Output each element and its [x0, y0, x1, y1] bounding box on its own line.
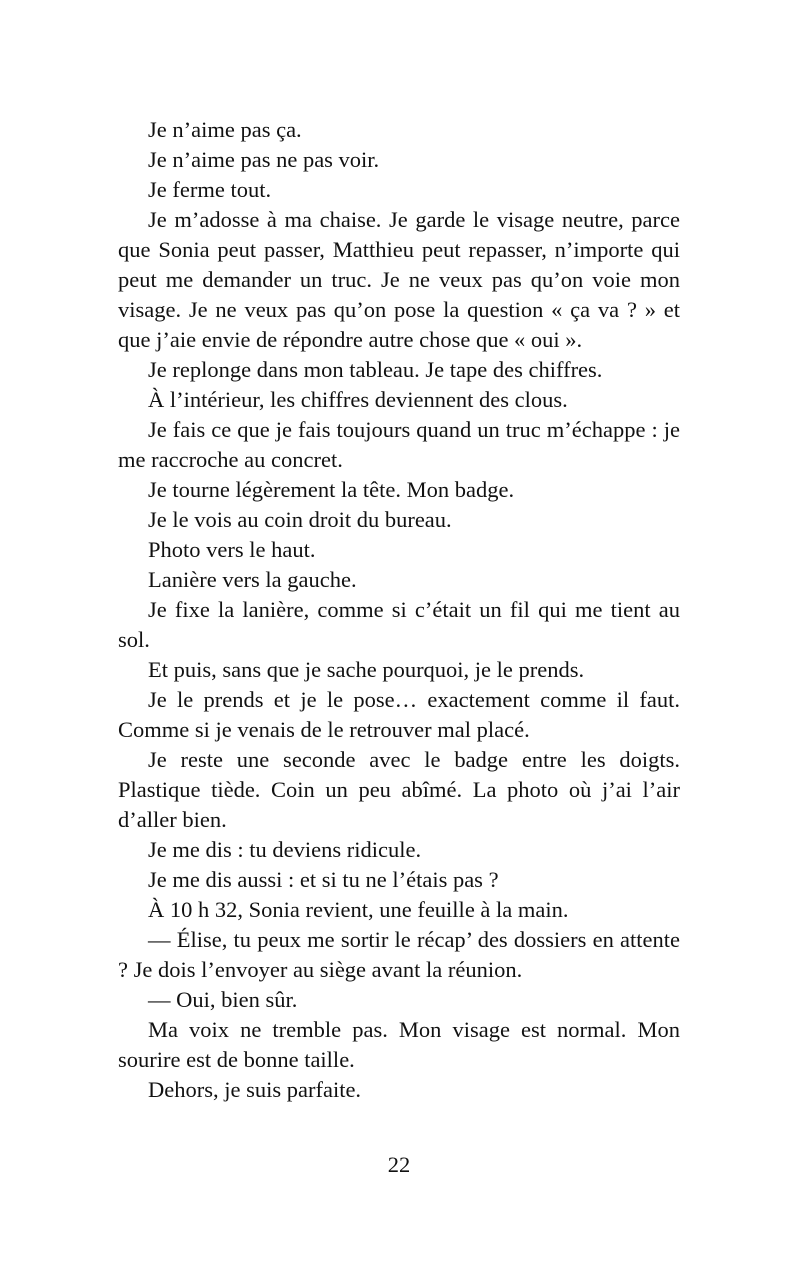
- paragraph: À 10 h 32, Sonia revient, une feuille à la main.: [148, 897, 569, 922]
- paragraph: Je me dis : tu deviens ridicule.: [148, 837, 422, 862]
- paragraph: — Oui, bien sûr.: [148, 987, 298, 1012]
- paragraph: Je reste une seconde avec le badge entre les doigts. Plastique tiède. Coin un peu abîmé. La photo où j’ai l’air d’aller bien.: [118, 747, 680, 832]
- paragraph: Je ferme tout.: [148, 177, 272, 202]
- paragraph: Je le vois au coin droit du bureau.: [148, 507, 452, 532]
- paragraph: Ma voix ne tremble pas. Mon visage est normal. Mon sourire est de bonne taille.: [118, 1017, 680, 1072]
- paragraph: Dehors, je suis parfaite.: [148, 1077, 362, 1102]
- paragraph: Je n’aime pas ça.: [148, 117, 302, 142]
- paragraph: Je le prends et je le pose… exactement comme il faut. Comme si je venais de le retrouver mal placé.: [118, 687, 680, 742]
- paragraph: Et puis, sans que je sache pourquoi, je le prends.: [148, 657, 585, 682]
- paragraph: Je replonge dans mon tableau. Je tape des chiffres.: [148, 357, 603, 382]
- paragraph: — Élise, tu peux me sortir le récap’ des dossiers en attente ? Je dois l’envoyer au siège avant la réunion.: [118, 927, 680, 982]
- paragraph: Je tourne légèrement la tête. Mon badge.: [148, 477, 515, 502]
- paragraph: Photo vers le haut.: [148, 537, 316, 562]
- paragraph: Je n’aime pas ne pas voir.: [148, 147, 380, 172]
- paragraph: Je fixe la lanière, comme si c’était un fil qui me tient au sol.: [118, 597, 680, 652]
- page-number: 22: [387, 1152, 411, 1177]
- paragraph: Je fais ce que je fais toujours quand un truc m’échappe : je me raccroche au concret.: [118, 417, 680, 472]
- paragraph: Je m’adosse à ma chaise. Je garde le visage neutre, parce que Sonia peut passer, Matthieu peut repasser, n’importe qui peut me demander un truc. Je ne veux pas qu’on voie mon visage. Je ne veux pas qu’on pose la question « ça va ? » et que j’aie envie de répondre autre chose que « oui ».: [118, 207, 680, 352]
- paragraph: À l’intérieur, les chiffres deviennent des clous.: [148, 387, 568, 412]
- paragraph: Lanière vers la gauche.: [148, 567, 357, 592]
- paragraph: Je me dis aussi : et si tu ne l’étais pas ?: [148, 867, 499, 892]
- body-text: [118, 115, 680, 1105]
